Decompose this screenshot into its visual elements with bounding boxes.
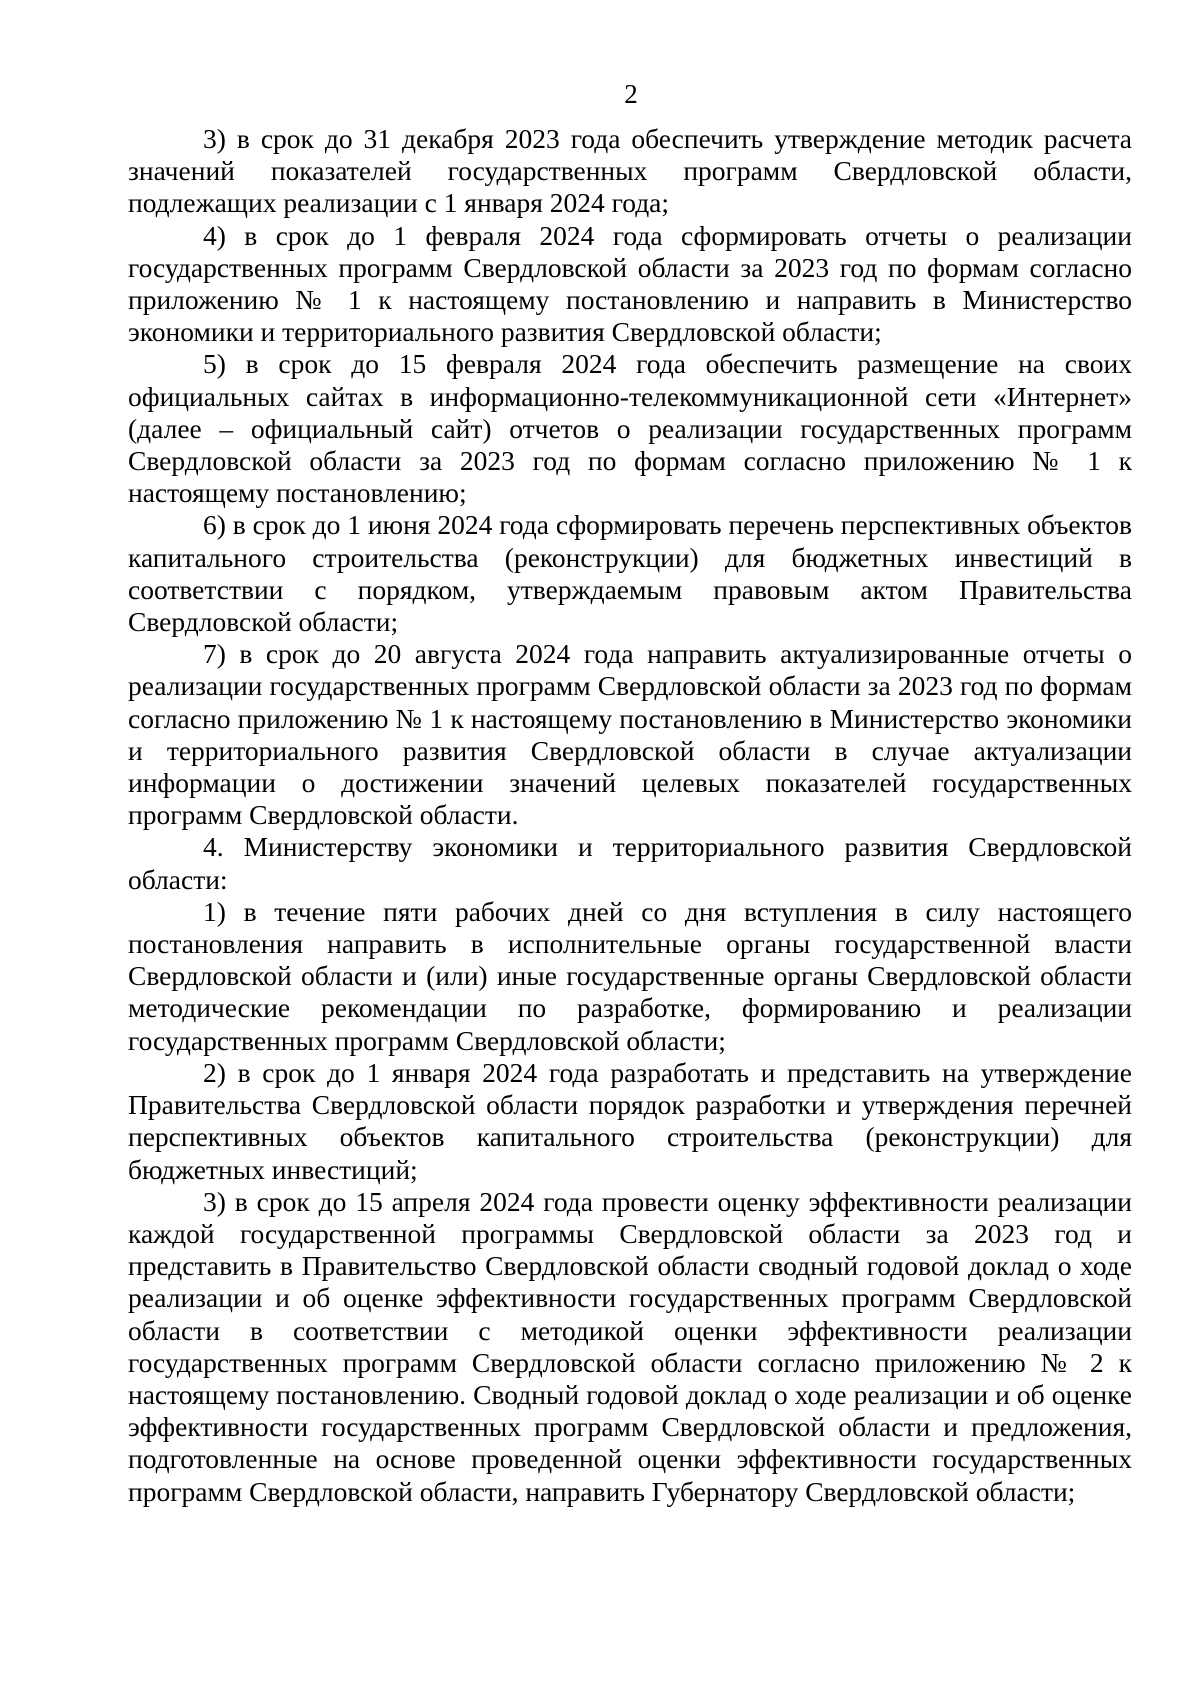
document-body: [128, 123, 1132, 1508]
paragraph-section-4-item-2: 2) в срок до 1 января 2024 года разработать и представить на утверждение Правительства Свердловской области порядок разработки и утверждения перечней перспективных объектов капитального строительства (реконструкции) для бюджетных инвестиций;: [128, 1056, 1132, 1185]
paragraph-item-5-deadline-feb15: 5) в срок до 15 февраля 2024 года обеспечить размещение на своих официальных сайтах в информационно-телекоммуникационной сети «Интернет» (далее – официальный сайт) отчетов о реализации государственных программ Свердловской области за 2023 год по формам согласно приложению № 1 к настоящему постановлению;: [128, 348, 1132, 509]
paragraph-item-6-deadline-jun: 6) в срок до 1 июня 2024 года сформировать перечень перспективных объектов капитального строительства (реконструкции) для бюджетных инвестиций в соответствии с порядком, утверждаемым правовым актом Правительства Свердловской области;: [128, 509, 1133, 638]
paragraph-item-7-deadline-aug: 7) в срок до 20 августа 2024 года направить актуализированные отчеты о реализации государственных программ Свердловской области за 2023 год по формам согласно приложению № 1 к настоящему постановлению в Министерство экономики и территориального развития Свердловской области в случае актуализации информации о достижении значений целевых показателей государственных программ Свердловской области.: [128, 638, 1132, 831]
paragraph-section-4-heading: 4. Министерству экономики и территориального развития Свердловской области:: [128, 831, 1132, 895]
paragraph-section-4-item-1: 1) в течение пяти рабочих дней со дня вступления в силу настоящего постановления направить в исполнительные органы государственной власти Свердловской области и (или) иные государственные органы Свердловской области методические рекомендации по разработке, формированию и реализации государственных программ Свердловской области;: [128, 895, 1132, 1056]
paragraph-section-4-item-3: 3) в срок до 15 апреля 2024 года провести оценку эффективности реализации каждой государственной программы Свердловской области за 2023 год и представить в Правительство Свердловской области сводный годовой доклад о ходе реализации и об оценке эффективности государственных программ Свердловской области в соответствии с методикой оценки эффективности реализации государственных программ Свердловской области согласно приложению № 2 к настоящему постановлению. Сводный годовой доклад о ходе реализации и об оценке эффективности государственных программ Свердловской области и предложения, подготовленные на основе проведенной оценки эффективности государственных программ Свердловской области, направить Губернатору Свердловской области;: [128, 1185, 1132, 1507]
page-number: 2: [624, 79, 638, 109]
paragraph-item-4-deadline-feb1: 4) в срок до 1 февраля 2024 года сформировать отчеты о реализации государственных программ Свердловской области за 2023 год по формам согласно приложению № 1 к настоящему постановлению и направить в Министерство экономики и территориального развития Свердловской области;: [128, 219, 1132, 348]
paragraph-item-3-deadline-dec: 3) в срок до 31 декабря 2023 года обеспечить утверждение методик расчета значений показателей государственных программ Свердловской области, подлежащих реализации с 1 января 2024 года;: [128, 123, 1132, 219]
